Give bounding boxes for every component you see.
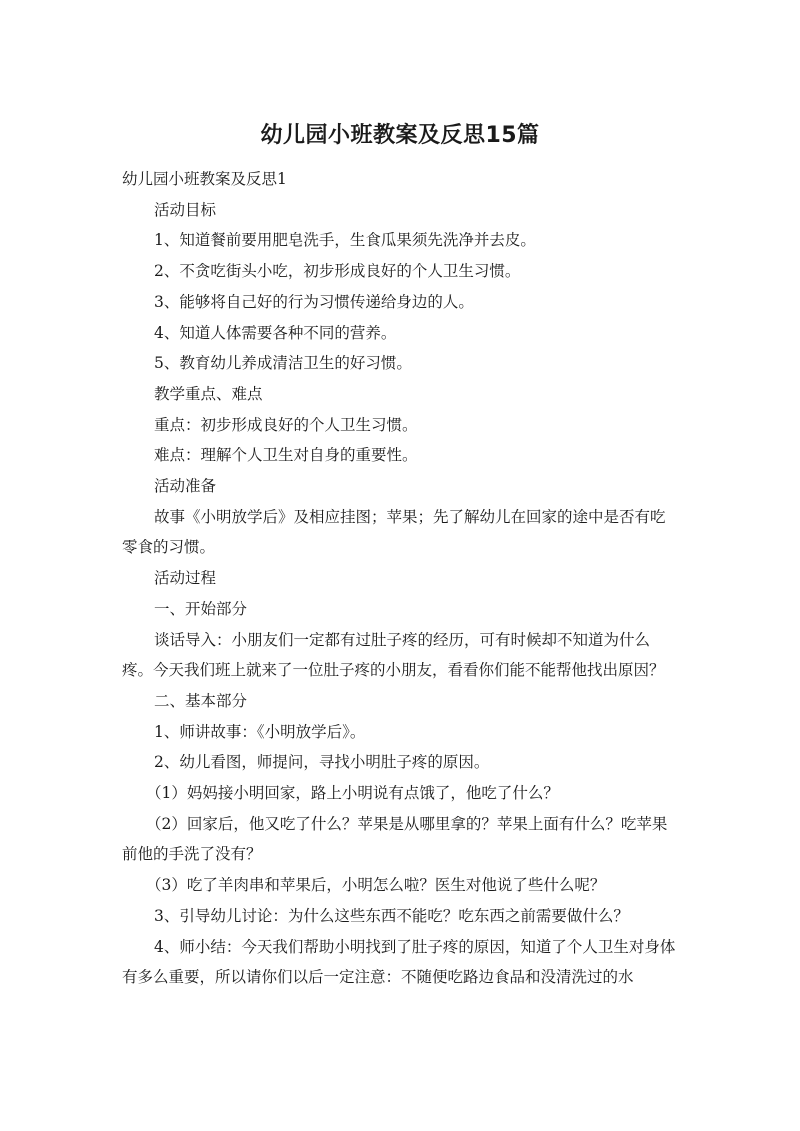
- paragraph: 谈话导入：小朋友们一定都有过肚子疼的经历，可有时候却不知道为什么疼。今天我们班上就来了一位肚子疼的小朋友，看看你们能不能帮他找出原因？: [122, 630, 665, 680]
- paragraph: 重点：初步形成良好的个人卫生习惯。: [154, 415, 418, 434]
- paragraph: （1）妈妈接小明回家，路上小明说有点饿了，他吃了什么？: [146, 784, 559, 803]
- paragraph: 2、不贪吃街头小吃，初步形成良好的个人卫生习惯。: [154, 262, 521, 281]
- paragraph: 1、师讲故事：《小明放学后》。: [154, 722, 366, 741]
- paragraph: 2、幼儿看图，师提问，寻找小明肚子疼的原因。: [154, 753, 490, 772]
- paragraph: 活动准备: [154, 477, 217, 496]
- paragraph: 难点：理解个人卫生对自身的重要性。: [154, 446, 418, 465]
- section-heading: 幼儿园小班教案及反思1: [122, 170, 287, 188]
- paragraph: 4、师小结：今天我们帮助小明找到了肚子疼的原因，知道了个人卫生对身体有多么重要，所以请你们以后一定注意：不随便吃路边食品和没清洗过的水: [122, 937, 676, 987]
- paragraph: 3、能够将自己好的行为习惯传递给身边的人。: [154, 292, 474, 311]
- paragraph: 活动过程: [154, 569, 217, 588]
- paragraph: （2）回家后，他又吃了什么？苹果是从哪里拿的？苹果上面有什么？吃苹果前他的手洗了没有？: [122, 814, 668, 864]
- paragraph: 3、引导幼儿讨论：为什么这些东西不能吃？吃东西之前需要做什么？: [154, 906, 629, 925]
- paragraph: 二、基本部分: [154, 691, 248, 710]
- document-body: [122, 164, 678, 993]
- document-title: 幼儿园小班教案及反思15篇: [260, 123, 540, 148]
- paragraph: 活动目标: [154, 200, 217, 219]
- paragraph: 教学重点、难点: [154, 384, 263, 403]
- paragraph: （3）吃了羊肉串和苹果后，小明怎么啦？医生对他说了些什么呢？: [146, 876, 606, 895]
- paragraph: 一、开始部分: [154, 599, 248, 618]
- paragraph: 5、教育幼儿养成清洁卫生的好习惯。: [154, 354, 412, 373]
- paragraph: 故事《小明放学后》及相应挂图；苹果；先了解幼儿在回家的途中是否有吃零食的习惯。: [122, 507, 666, 557]
- paragraph: 4、知道人体需要各种不同的营养。: [154, 323, 397, 342]
- paragraph: 1、知道餐前要用肥皂洗手，生食瓜果须先洗净并去皮。: [154, 231, 536, 250]
